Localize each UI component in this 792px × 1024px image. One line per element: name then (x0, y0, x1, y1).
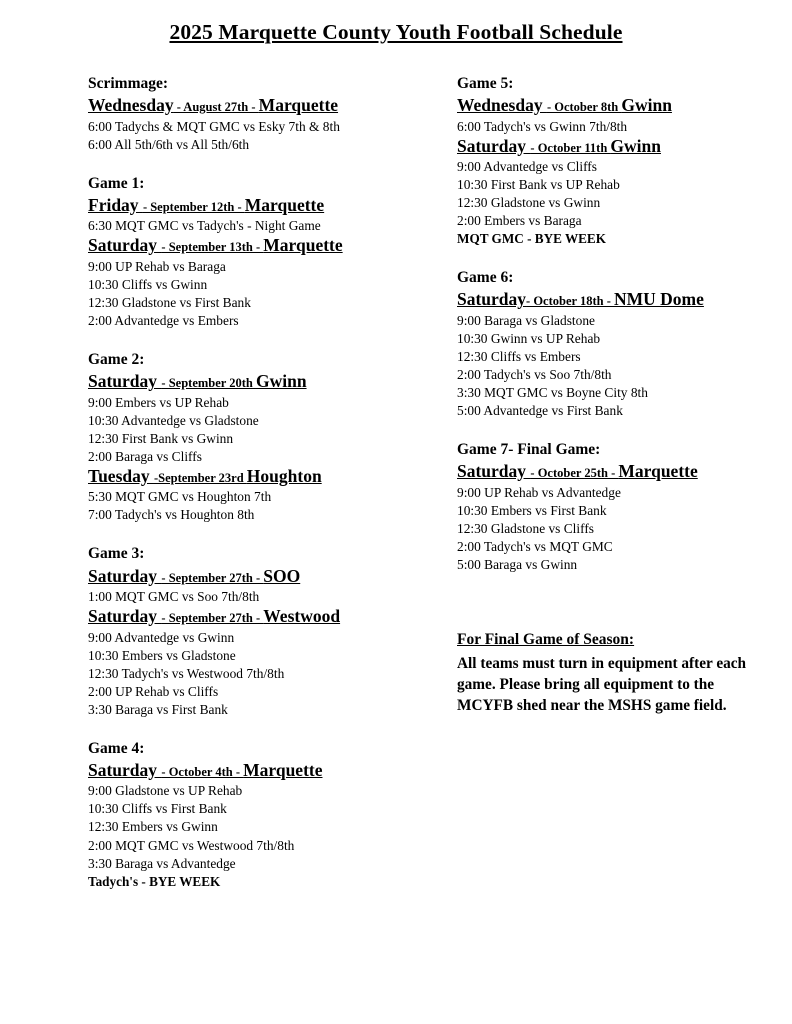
game-heading: Game 5: (457, 75, 514, 92)
game-entry: 12:30 Gladstone vs Cliffs (457, 520, 595, 536)
game-entry: 6:30 MQT GMC vs Tadych's - Night Game (88, 218, 321, 234)
game-entry: 2:00 Tadych's vs Soo 7th/8th (457, 366, 612, 382)
schedule-block-game-2 (88, 350, 418, 524)
game-entry: 3:30 Baraga vs Advantedge (88, 855, 236, 871)
block-spacer (88, 719, 418, 739)
game-entry: 2:00 Tadych's vs MQT GMC (457, 538, 613, 554)
game-entry: 2:00 MQT GMC vs Westwood 7th/8th (88, 837, 295, 853)
block-spacer (88, 890, 418, 910)
date-header (88, 195, 418, 217)
game-entry: 9:00 Advantedge vs Gwinn (88, 629, 235, 645)
schedule-block-game-5 (457, 74, 777, 248)
date-header-date: - September 12th - (142, 199, 245, 214)
schedule-block-game-7-final-game (457, 440, 777, 574)
game-entry: 1:00 MQT GMC vs Soo 7th/8th (88, 589, 260, 605)
date-header (88, 371, 418, 393)
date-header-date: - October 25th - (530, 466, 619, 481)
block-spacer (88, 154, 418, 174)
date-header-location: Marquette (618, 461, 698, 482)
date-header-location: Marquette (258, 95, 339, 116)
schedule-column-left (88, 74, 418, 910)
game-entry: 12:30 Embers vs Gwinn (88, 819, 218, 835)
date-header-date: - September 13th - (161, 240, 264, 255)
game-entry: 2:00 UP Rehab vs Cliffs (88, 683, 219, 699)
schedule-block-scrimmage (88, 74, 418, 154)
game-heading: Game 7- Final Game: (457, 440, 601, 458)
date-header (457, 136, 777, 158)
notice-body: All teams must turn in equipment after each game. Please bring all equipment to the MCYFB shed near the MSHS game field. (457, 654, 747, 714)
date-header (88, 235, 418, 257)
date-header-day: Saturday (457, 461, 531, 482)
notice-title-text: For Final Game of Season: (457, 630, 635, 648)
game-entry: 3:30 Baraga vs First Bank (88, 701, 228, 717)
date-header-location: NMU Dome (614, 289, 704, 310)
schedule-block-game-1 (88, 174, 418, 330)
date-header-day: Saturday (457, 135, 531, 156)
game-entry: 10:30 Gwinn vs UP Rehab (457, 330, 601, 346)
game-entry: 9:00 UP Rehab vs Baraga (88, 258, 226, 274)
game-entry: 12:30 Gladstone vs Gwinn (457, 195, 601, 211)
game-entry: 12:30 Tadych's vs Westwood 7th/8th (88, 665, 285, 681)
date-header-location: Marquette (243, 759, 323, 780)
date-header-location: Gwinn (255, 371, 307, 392)
date-header (457, 95, 777, 117)
game-heading: Game 1: (88, 174, 145, 192)
game-entry: 5:00 Advantedge vs First Bank (457, 402, 623, 418)
game-entry: 10:30 Cliffs vs First Bank (88, 801, 227, 817)
date-header-date: -September 23rd (153, 470, 247, 485)
date-header-location: Houghton (246, 465, 322, 486)
game-entry: 3:30 MQT GMC vs Boyne City 8th (457, 384, 648, 400)
game-entry: 6:00 Tadychs & MQT GMC vs Esky 7th & 8th (88, 118, 340, 134)
game-entry: 2:00 Advantedge vs Embers (88, 313, 239, 329)
game-entry: 9:00 Baraga vs Gladstone (457, 312, 595, 328)
date-header (457, 289, 777, 311)
game-heading: Game 6: (457, 269, 514, 287)
date-header-day: Wednesday (88, 95, 174, 116)
game-entry: 12:30 Gladstone vs First Bank (88, 294, 251, 310)
game-heading: Game 4: (88, 739, 145, 757)
block-spacer (88, 524, 418, 544)
game-heading: Scrimmage: (88, 75, 169, 92)
date-header-date: - September 20th (161, 376, 256, 391)
game-entry: 10:30 Embers vs Gladstone (88, 647, 236, 663)
date-header (88, 466, 418, 488)
schedule-column-right (457, 74, 777, 716)
date-header-day: Friday (88, 194, 143, 215)
block-spacer (457, 574, 777, 594)
game-entry: 12:30 Cliffs vs Embers (457, 348, 581, 364)
game-entry: 10:30 Advantedge vs Gladstone (88, 412, 259, 428)
game-entry: 5:30 MQT GMC vs Houghton 7th (88, 489, 272, 505)
game-entry: 6:00 All 5th/6th vs All 5th/6th (88, 136, 250, 152)
game-entry: 9:00 Advantedge vs Cliffs (457, 159, 597, 175)
date-header (457, 461, 777, 483)
date-header (88, 606, 418, 628)
game-entry: 9:00 UP Rehab vs Advantedge (457, 484, 621, 500)
date-header (88, 95, 418, 117)
schedule-block-game-3 (88, 544, 418, 718)
block-spacer (457, 420, 777, 440)
date-header-day: Saturday (88, 606, 162, 627)
game-entry: 2:00 Baraga vs Cliffs (88, 448, 202, 464)
notice-spacer (457, 594, 777, 630)
game-entry: 10:30 First Bank vs UP Rehab (457, 177, 620, 193)
date-header-location: Marquette (263, 235, 343, 256)
date-header-date: - October 18th - (526, 294, 614, 309)
game-entry: 12:30 First Bank vs Gwinn (88, 430, 234, 446)
date-header-date: - August 27th - (173, 100, 259, 115)
bye-week-note: MQT GMC - BYE WEEK (457, 231, 606, 247)
game-heading: Game 3: (88, 545, 145, 563)
page-title (0, 0, 792, 45)
date-header-date: - October 11th (530, 140, 611, 155)
game-entry: 10:30 Embers vs First Bank (457, 502, 607, 518)
game-entry: 9:00 Embers vs UP Rehab (88, 394, 229, 410)
bye-week-note: Tadych's - BYE WEEK (88, 873, 221, 889)
notice-title (457, 630, 777, 651)
block-spacer (457, 248, 777, 268)
date-header (88, 566, 418, 588)
game-heading: Game 2: (88, 351, 145, 369)
block-spacer (88, 330, 418, 350)
final-game-notice (457, 630, 777, 716)
date-header-day: Saturday (457, 289, 527, 310)
game-entry: 7:00 Tadych's vs Houghton 8th (88, 507, 255, 523)
date-header-day: Saturday (88, 371, 162, 392)
date-header-day: Tuesday (88, 465, 154, 486)
date-header-date: - September 27th - (161, 570, 264, 585)
date-header (88, 760, 418, 782)
date-header-day: Saturday (88, 235, 162, 256)
schedule-block-game-6 (457, 268, 777, 420)
game-entry: 2:00 Embers vs Baraga (457, 213, 582, 229)
game-entry: 6:00 Tadych's vs Gwinn 7th/8th (457, 118, 628, 134)
date-header-day: Wednesday (457, 95, 547, 116)
game-entry: 10:30 Cliffs vs Gwinn (88, 276, 208, 292)
date-header-date: - October 8th (546, 100, 622, 115)
game-entry: 5:00 Baraga vs Gwinn (457, 556, 578, 572)
date-header-location: Gwinn (621, 95, 672, 116)
date-header-day: Saturday (88, 565, 162, 586)
date-header-location: Marquette (244, 194, 325, 215)
date-header-date: - September 27th - (161, 611, 264, 626)
date-header-day: Saturday (88, 759, 162, 780)
date-header-location: Gwinn (610, 135, 661, 156)
schedule-block-game-4 (88, 739, 418, 891)
date-header-location: Westwood (263, 606, 341, 627)
page-title-text: 2025 Marquette County Youth Football Schedule (169, 20, 623, 44)
date-header-location: SOO (263, 565, 301, 586)
date-header-date: - October 4th - (161, 764, 244, 779)
game-entry: 9:00 Gladstone vs UP Rehab (88, 783, 243, 799)
